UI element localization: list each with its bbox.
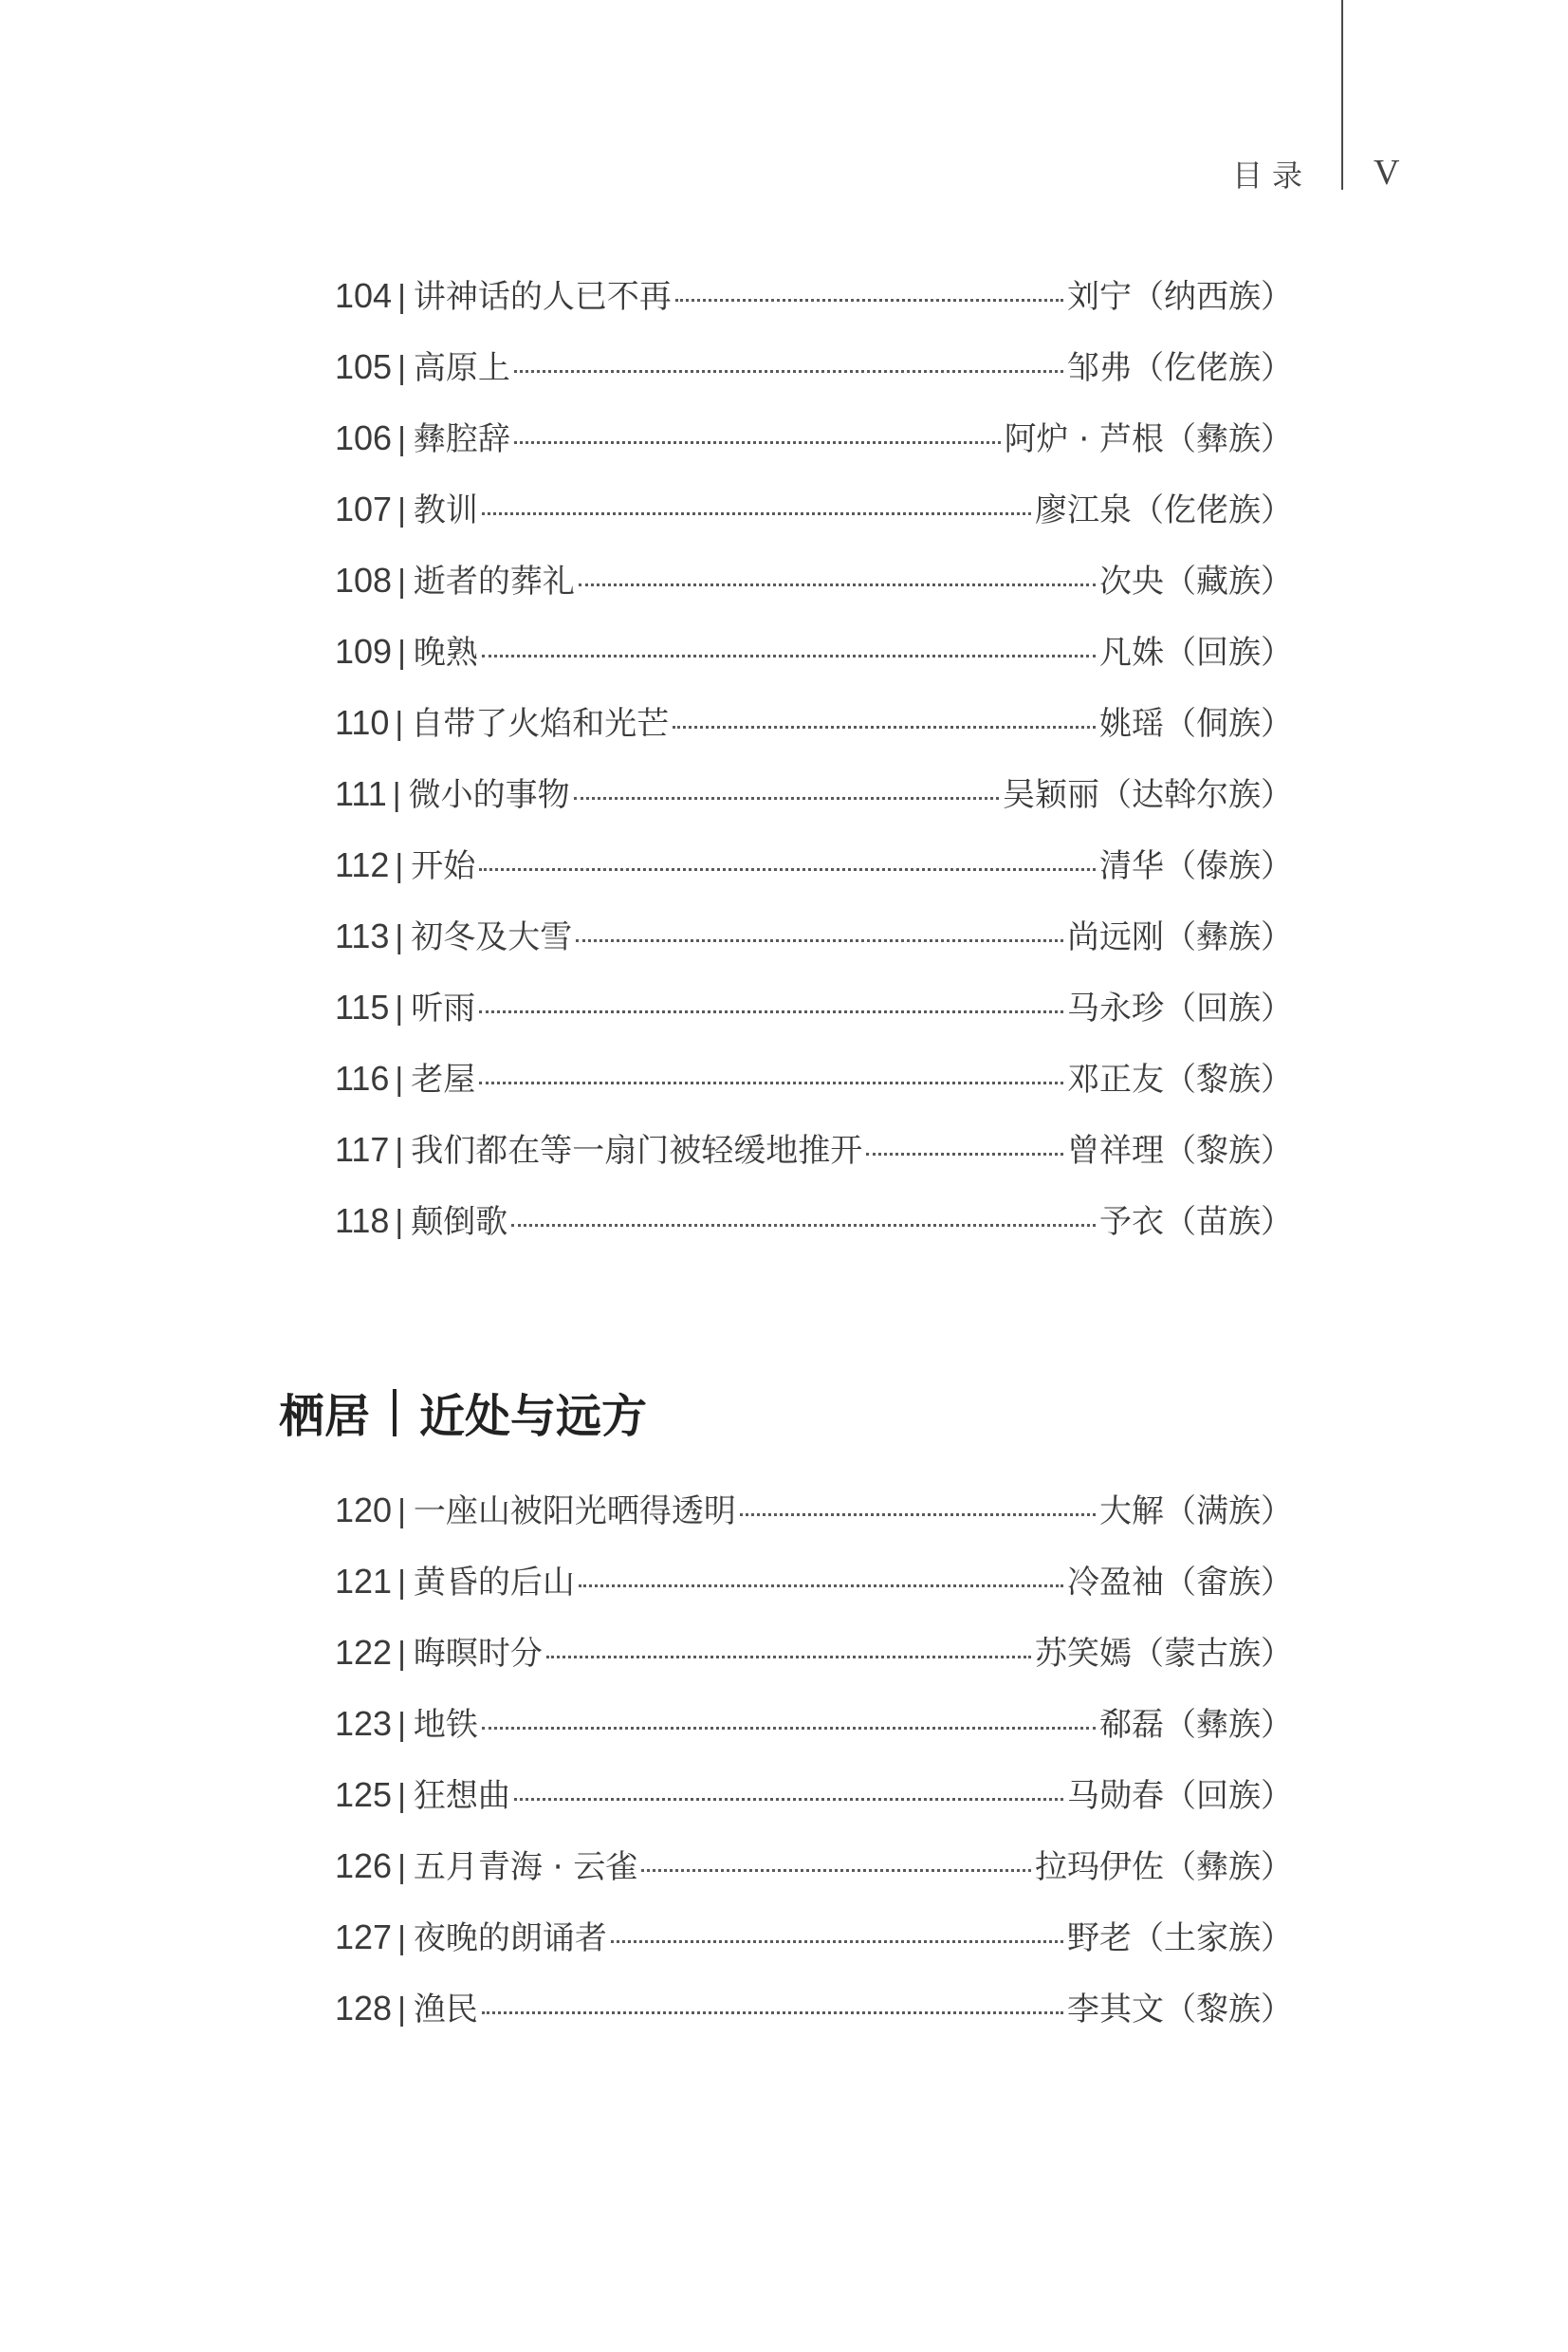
- toc-entry: [335, 626, 1293, 697]
- toc-title: 晦暝时分: [413, 1635, 543, 1673]
- toc-leader-dots: [482, 2010, 1063, 2014]
- toc-title: 高原上: [413, 349, 510, 387]
- toc-page-number: 112: [335, 845, 390, 884]
- toc-title: 讲神话的人已不再: [413, 278, 672, 316]
- toc-separator: |: [397, 1920, 406, 1956]
- toc-author: 冷盈袖（畲族）: [1067, 1564, 1293, 1602]
- toc-author: 吴颖丽（达斡尔族）: [1003, 776, 1293, 814]
- toc-leader-dots: [479, 1009, 1063, 1013]
- toc-list-top: [335, 270, 1293, 1267]
- toc-author: 予衣（苗族）: [1099, 1203, 1293, 1241]
- toc-page-number: 110: [335, 703, 390, 742]
- toc-author: 刘宁（纳西族）: [1067, 278, 1293, 316]
- toc-author: 尚远刚（彝族）: [1067, 918, 1293, 956]
- toc-author: 清华（傣族）: [1099, 847, 1293, 885]
- toc-separator: |: [392, 777, 401, 813]
- toc-leader-dots: [675, 298, 1063, 302]
- toc-title: 夜晚的朗诵者: [413, 1919, 607, 1957]
- toc-leader-dots: [740, 1512, 1096, 1516]
- toc-leader-dots: [514, 369, 1063, 373]
- toc-separator: |: [397, 1778, 406, 1814]
- toc-entry: [335, 342, 1293, 413]
- toc-title: 微小的事物: [408, 776, 570, 814]
- toc-entry: [335, 1053, 1293, 1124]
- toc-author: 曾祥理（黎族）: [1067, 1132, 1293, 1170]
- toc-entry: [335, 555, 1293, 626]
- toc-title: 黄昏的后山: [413, 1564, 575, 1602]
- section-divider: [393, 1389, 397, 1436]
- toc-author: 大解（满族）: [1099, 1492, 1293, 1530]
- section-heading-left: 栖居: [279, 1390, 371, 1443]
- toc-entry: [335, 1698, 1293, 1769]
- toc-leader-dots: [574, 796, 999, 800]
- toc-author: 邓正友（黎族）: [1067, 1061, 1293, 1099]
- toc-separator: |: [397, 1565, 406, 1601]
- toc-leader-dots: [479, 867, 1096, 871]
- toc-page-number: 123: [335, 1704, 393, 1743]
- toc-leader-dots: [579, 583, 1096, 586]
- toc-leader-dots: [673, 725, 1096, 729]
- toc-title: 初冬及大雪: [411, 918, 573, 956]
- toc-entry: [335, 484, 1293, 555]
- toc-page-number: 106: [335, 418, 393, 457]
- toc-entry: [335, 1556, 1293, 1627]
- page-number: V: [1374, 153, 1400, 193]
- toc-entry: [335, 1627, 1293, 1698]
- toc-page-number: 121: [335, 1562, 393, 1601]
- toc-entry: [335, 769, 1293, 840]
- toc-entry: [335, 1485, 1293, 1556]
- toc-title: 开始: [411, 847, 476, 885]
- toc-leader-dots: [482, 511, 1031, 515]
- toc-author: 李其文（黎族）: [1067, 1991, 1293, 2028]
- toc-author: 苏笑嫣（蒙古族）: [1035, 1635, 1293, 1673]
- toc-separator: |: [395, 991, 404, 1027]
- toc-page-number: 104: [335, 276, 393, 315]
- section-heading: [279, 1380, 647, 1445]
- toc-page-number: 116: [335, 1059, 390, 1098]
- toc-leader-dots: [511, 1223, 1096, 1227]
- toc-author: 野老（土家族）: [1067, 1919, 1293, 1957]
- toc-title: 渔民: [413, 1991, 478, 2028]
- toc-page-number: 125: [335, 1775, 393, 1814]
- toc-entry: [335, 697, 1293, 769]
- toc-leader-dots: [641, 1868, 1031, 1872]
- toc-separator: |: [397, 1636, 406, 1672]
- toc-separator: |: [397, 421, 406, 457]
- toc-page-number: 113: [335, 917, 390, 955]
- toc-entry: [335, 1841, 1293, 1912]
- toc-author: 姚瑶（侗族）: [1099, 705, 1293, 743]
- toc-author: 马永珍（回族）: [1067, 990, 1293, 1028]
- toc-entry: [335, 1195, 1293, 1267]
- toc-separator: |: [397, 1991, 406, 2028]
- toc-page-number: 118: [335, 1201, 390, 1240]
- toc-leader-dots: [611, 1939, 1063, 1943]
- toc-page-number: 111: [335, 774, 387, 813]
- toc-leader-dots: [546, 1655, 1031, 1658]
- toc-leader-dots: [576, 938, 1063, 942]
- toc-leader-dots: [482, 1726, 1096, 1730]
- toc-author: 廖江泉（仡佬族）: [1035, 491, 1293, 529]
- toc-separator: |: [397, 635, 406, 671]
- toc-entry: [335, 413, 1293, 484]
- toc-title: 听雨: [411, 990, 476, 1028]
- toc-leader-dots: [479, 1081, 1063, 1084]
- toc-page-number: 109: [335, 632, 393, 671]
- toc-separator: |: [395, 706, 404, 742]
- toc-title: 我们都在等一扇门被轻缓地推开: [411, 1132, 863, 1170]
- toc-page-number: 105: [335, 347, 393, 386]
- toc-page-number: 108: [335, 561, 393, 600]
- toc-author: 郗磊（彝族）: [1099, 1706, 1293, 1744]
- toc-leader-dots: [579, 1583, 1063, 1587]
- toc-entry: [335, 840, 1293, 911]
- toc-entry: [335, 270, 1293, 342]
- toc-page-number: 107: [335, 490, 393, 528]
- toc-page-number: 120: [335, 1491, 393, 1529]
- toc-page-number: 127: [335, 1917, 393, 1956]
- toc-author: 次央（藏族）: [1099, 563, 1293, 601]
- toc-separator: |: [397, 1493, 406, 1529]
- toc-leader-dots: [866, 1152, 1063, 1156]
- toc-title: 一座山被阳光晒得透明: [413, 1492, 736, 1530]
- toc-entry: [335, 1912, 1293, 1983]
- toc-title: 教训: [413, 491, 478, 529]
- toc-separator: |: [397, 492, 406, 528]
- running-header-title: 目录: [1231, 157, 1312, 194]
- toc-leader-dots: [514, 440, 1001, 444]
- toc-title: 晚熟: [413, 634, 478, 672]
- toc-page-number: 128: [335, 1989, 393, 2028]
- toc-page-number: 115: [335, 988, 390, 1027]
- toc-separator: |: [397, 350, 406, 386]
- toc-title: 五月青海 · 云雀: [413, 1848, 638, 1886]
- toc-title: 逝者的葬礼: [413, 563, 575, 601]
- toc-author: 邹弗（仡佬族）: [1067, 349, 1293, 387]
- toc-page-number: 126: [335, 1846, 393, 1885]
- toc-page-number: 122: [335, 1633, 393, 1672]
- toc-entry: [335, 982, 1293, 1053]
- toc-entry: [335, 911, 1293, 982]
- toc-page-number: 117: [335, 1130, 390, 1169]
- toc-list-bottom: [335, 1485, 1293, 2054]
- toc-separator: |: [395, 848, 404, 884]
- toc-author: 阿炉 · 芦根（彝族）: [1004, 420, 1293, 458]
- toc-title: 彝腔辞: [413, 420, 510, 458]
- toc-separator: |: [395, 1133, 404, 1169]
- toc-author: 马勋春（回族）: [1067, 1777, 1293, 1815]
- section-heading-right: 近处与远方: [419, 1390, 648, 1443]
- toc-author: 凡姝（回族）: [1099, 634, 1293, 672]
- toc-separator: |: [397, 564, 406, 600]
- toc-entry: [335, 1983, 1293, 2054]
- toc-separator: |: [395, 919, 404, 955]
- toc-separator: |: [395, 1062, 404, 1098]
- toc-author: 拉玛伊佐（彝族）: [1035, 1848, 1293, 1886]
- toc-separator: |: [397, 279, 406, 315]
- toc-title: 颠倒歌: [411, 1203, 508, 1241]
- margin-rule: [1341, 0, 1343, 190]
- toc-title: 狂想曲: [413, 1777, 510, 1815]
- toc-entry: [335, 1769, 1293, 1841]
- toc-separator: |: [395, 1204, 404, 1240]
- toc-entry: [335, 1124, 1293, 1195]
- toc-title: 老屋: [411, 1061, 476, 1099]
- toc-title: 地铁: [413, 1706, 478, 1744]
- toc-separator: |: [397, 1849, 406, 1885]
- toc-leader-dots: [514, 1797, 1063, 1801]
- toc-leader-dots: [482, 654, 1096, 657]
- toc-title: 自带了火焰和光芒: [411, 705, 670, 743]
- toc-separator: |: [397, 1707, 406, 1743]
